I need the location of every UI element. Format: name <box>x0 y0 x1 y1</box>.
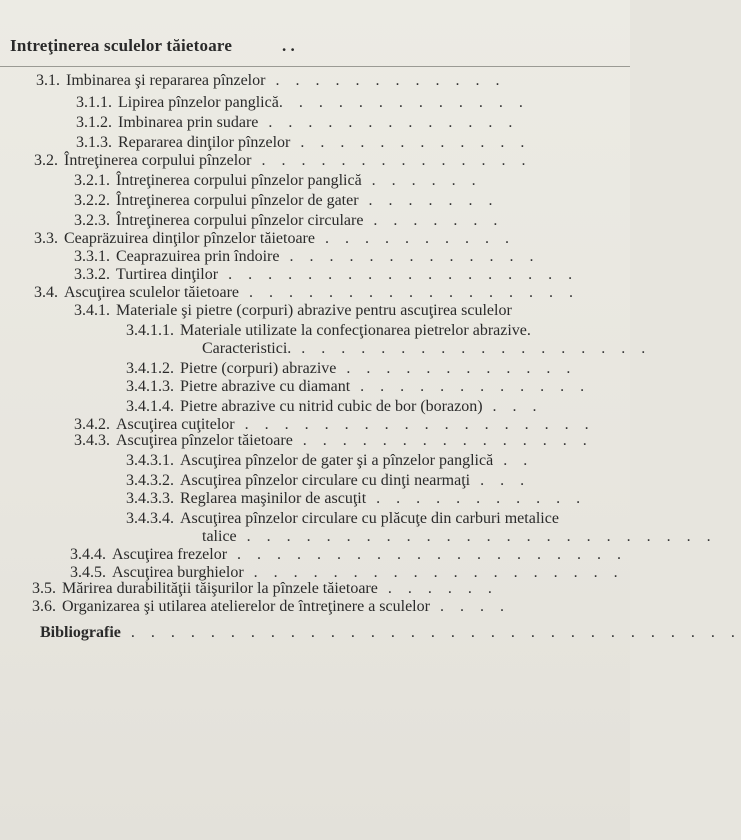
toc-entry-3-4-3-3: 3.4.3.3. Reglarea maşinilor de ascuţit . . . . . . . . . . . <box>126 490 587 507</box>
toc-entry-3-4-1-1: 3.4.1.1. Materiale utilizate la confecţionarea pietrelor abrazive. <box>126 322 531 339</box>
toc-entry-3-4-2: 3.4.2. Ascuţirea cuţitelor . . . . . . . . . . . . . . . . . . <box>74 416 595 433</box>
toc-entry-3-1-2: 3.1.2. Imbinarea prin sudare . . . . . . . . . . . . . <box>76 114 519 131</box>
toc-entry-bibliography: Bibliografie . . . . . . . . . . . . . . . . . . . . . . . . . . . . . . . <box>40 624 741 641</box>
toc-entry-3-6: 3.6. Organizarea şi utilarea atelierelor de întreţinere a sculelor . . . . <box>32 598 510 615</box>
toc-entry-3-4: 3.4. Ascuţirea sculelor tăietoare . . . . . . . . . . . . . . . . . <box>34 284 580 301</box>
toc-entry-3-3-1: 3.3.1. Ceaprazuirea prin îndoire . . . . . . . . . . . . . <box>74 248 540 265</box>
toc-entry-3-4-3-4-cont: talice . . . . . . . . . . . . . . . . . . . . . . . . <box>202 528 717 545</box>
header-divider <box>0 66 630 67</box>
toc-entry-3-4-1-4: 3.4.1.4. Pietre abrazive cu nitrid cubic de bor (borazon) . . . <box>126 398 543 415</box>
chapter-leader-dots: . . <box>282 36 295 55</box>
toc-entry-3-5: 3.5. Mărirea durabilităţii tăişurilor la pînzele tăietoare . . . . . . <box>32 580 498 597</box>
toc-entry-3-4-1-1-cont: Caracteristici. . . . . . . . . . . . . . . . . . . <box>202 340 652 357</box>
toc-entry-3-4-4: 3.4.4. Ascuţirea frezelor . . . . . . . . . . . . . . . . . . . . <box>70 546 628 563</box>
toc-entry-3-3-2: 3.3.2. Turtirea dinţilor . . . . . . . . . . . . . . . . . . <box>74 266 579 283</box>
toc-entry-3-4-3-1: 3.4.3.1. Ascuţirea pînzelor de gater şi a pînzelor panglică . . <box>126 452 534 469</box>
toc-entry-3-1: 3.1. Imbinarea şi repararea pînzelor . . . . . . . . . . . . <box>36 72 506 89</box>
toc-entry-3-2: 3.2. Întreţinerea corpului pînzelor . . . . . . . . . . . . . . <box>34 152 532 169</box>
toc-entry-3-4-3-4: 3.4.3.4. Ascuţirea pînzelor circulare cu plăcuţe din carburi metalice <box>126 510 559 527</box>
toc-entry-3-3: 3.3. Ceapräzuirea dinţilor pînzelor tăietoare . . . . . . . . . . <box>34 230 515 247</box>
toc-entry-3-4-1-3: 3.4.1.3. Pietre abrazive cu diamant . . . . . . . . . . . . <box>126 378 591 395</box>
toc-entry-3-1-3: 3.1.3. Repararea dinţilor pînzelor . . . . . . . . . . . . <box>76 134 531 151</box>
toc-entry-3-4-3-2: 3.4.3.2. Ascuţirea pînzelor circulare cu dinţi nearmaţi . . . <box>126 472 531 489</box>
chapter-title: Intreţinerea sculelor tăietoare <box>10 36 233 55</box>
toc-entry-3-4-1-2: 3.4.1.2. Pietre (corpuri) abrazive . . . . . . . . . . . . <box>126 360 577 377</box>
toc-entry-3-1-1: 3.1.1. Lipirea pînzelor panglică. . . . . . . . . . . . . <box>76 94 529 111</box>
toc-entry-3-4-1: 3.4.1. Materiale şi pietre (corpuri) abrazive pentru ascuţirea sculelor <box>74 302 512 319</box>
bleed-through-text <box>380 648 620 652</box>
toc-entry-3-4-3: 3.4.3. Ascuţirea pînzelor tăietoare . . . . . . . . . . . . . . . <box>74 432 593 449</box>
toc-entry-3-4-5: 3.4.5. Ascuţirea burghielor . . . . . . . . . . . . . . . . . . . <box>70 564 624 581</box>
toc-entry-3-2-3: 3.2.3. Întreţinerea corpului pînzelor circulare . . . . . . . <box>74 212 504 229</box>
toc-entry-3-2-1: 3.2.1. Întreţinerea corpului pînzelor panglică . . . . . . <box>74 172 482 189</box>
toc-entry-3-2-2: 3.2.2. Întreţinerea corpului pînzelor de gater . . . . . . . <box>74 192 499 209</box>
